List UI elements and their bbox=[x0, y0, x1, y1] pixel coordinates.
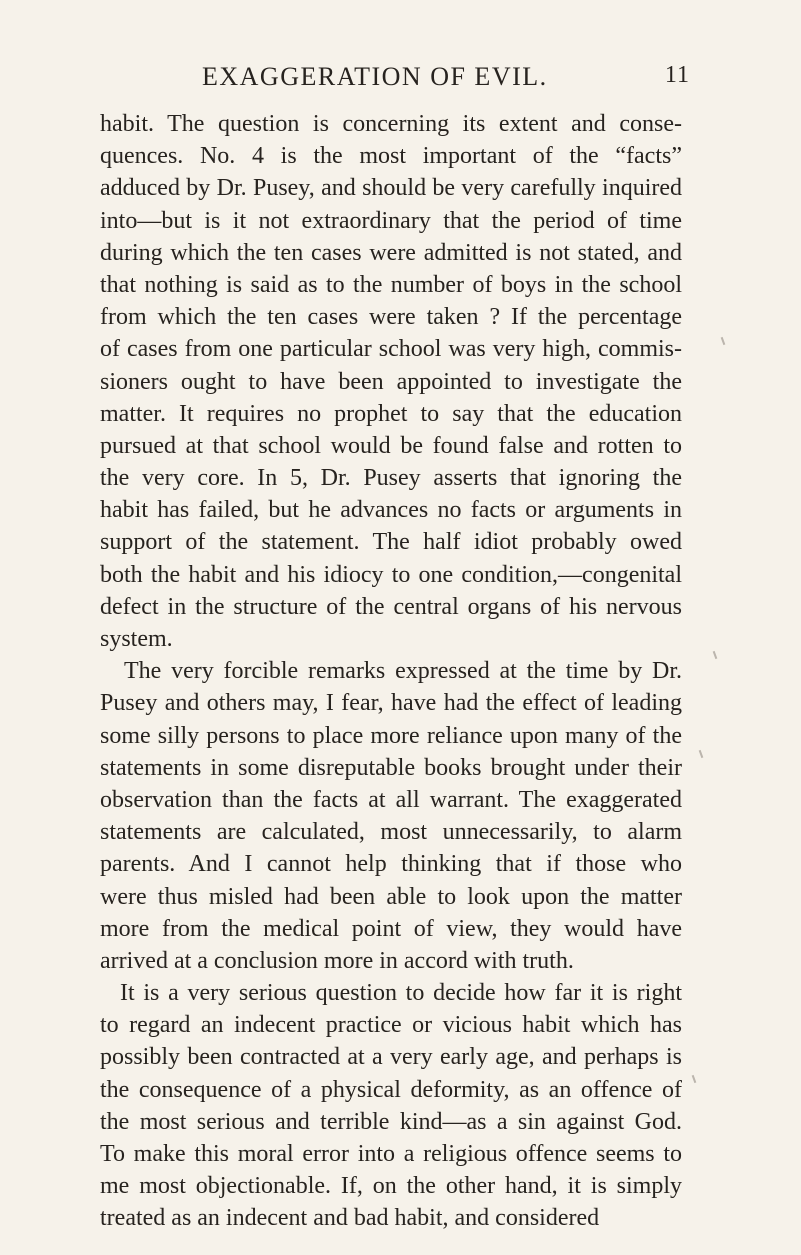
text-line: support of the statement. The half idiot probably owed bbox=[100, 529, 682, 556]
text-line: me most objectionable. If, on the other hand, it is simply bbox=[100, 1173, 682, 1200]
running-title: EXAGGERATION OF EVIL. bbox=[202, 62, 548, 91]
text-line: from which the ten cases were taken ? If the percentage bbox=[100, 304, 682, 331]
body-text bbox=[100, 108, 682, 1235]
text-line: some silly persons to place more reliance upon many of the bbox=[100, 722, 682, 749]
text-line: both the habit and his idiocy to one condition,—congenital bbox=[100, 561, 682, 588]
text-line: that nothing is said as to the number of boys in the school bbox=[100, 271, 682, 298]
text-line: statements in some disreputable books brought under their bbox=[100, 754, 682, 781]
running-head bbox=[150, 62, 690, 102]
text-line: habit. The question is concerning its extent and conse- bbox=[100, 111, 682, 137]
text-line: statements are calculated, most unnecessarily, to alarm bbox=[100, 819, 682, 846]
text-line: the most serious and terrible kind—as a sin against God. bbox=[100, 1108, 682, 1135]
paragraph-start-line: The very forcible remarks expressed at the time by Dr. bbox=[124, 658, 682, 685]
text-line: observation than the facts at all warrant. The exaggerated bbox=[100, 786, 682, 813]
text-line: to regard an indecent practice or vicious habit which has bbox=[100, 1012, 682, 1039]
paragraph-end-line: system. bbox=[100, 626, 173, 652]
text-line: more from the medical point of view, they would have bbox=[100, 915, 682, 942]
text-line: habit has failed, but he advances no facts or arguments in bbox=[100, 497, 682, 524]
paper-speck bbox=[699, 750, 704, 758]
paper-speck bbox=[692, 1075, 697, 1083]
text-line: Pusey and others may, I fear, have had the effect of leading bbox=[100, 690, 682, 717]
text-line: To make this moral error into a religious offence seems to bbox=[100, 1141, 682, 1167]
text-line: pursued at that school would be found false and rotten to bbox=[100, 432, 682, 459]
text-line: of cases from one particular school was very high, commis- bbox=[100, 336, 682, 363]
paragraph-start-line: It is a very serious question to decide how far it is right bbox=[120, 980, 682, 1007]
text-line: the very core. In 5, Dr. Pusey asserts that ignoring the bbox=[100, 465, 682, 492]
text-line: sioners ought to have been appointed to investigate the bbox=[100, 368, 682, 395]
text-line: into—but is it not extraordinary that the period of time bbox=[100, 207, 682, 234]
page-number: 11 bbox=[664, 62, 690, 88]
text-line: parents. And I cannot help thinking that if those who bbox=[100, 851, 682, 878]
text-line: quences. No. 4 is the most important of the “facts” bbox=[100, 143, 682, 170]
text-line: matter. It requires no prophet to say that the education bbox=[100, 400, 682, 427]
text-line: defect in the structure of the central organs of his nervous bbox=[100, 593, 682, 620]
paper-speck bbox=[713, 651, 718, 659]
text-line: during which the ten cases were admitted is not stated, and bbox=[100, 239, 682, 266]
text-line: adduced by Dr. Pusey, and should be very carefully inquired bbox=[100, 175, 682, 202]
text-line: were thus misled had been able to look upon the matter bbox=[100, 883, 682, 910]
text-line: the consequence of a physical deformity, as an offence of bbox=[100, 1076, 682, 1103]
paper-speck bbox=[721, 337, 726, 345]
paragraph-end-line: arrived at a conclusion more in accord with truth. bbox=[100, 947, 574, 974]
text-line: treated as an indecent and bad habit, and considered bbox=[100, 1205, 600, 1232]
text-line: possibly been contracted at a very early age, and perhaps is bbox=[100, 1044, 682, 1071]
